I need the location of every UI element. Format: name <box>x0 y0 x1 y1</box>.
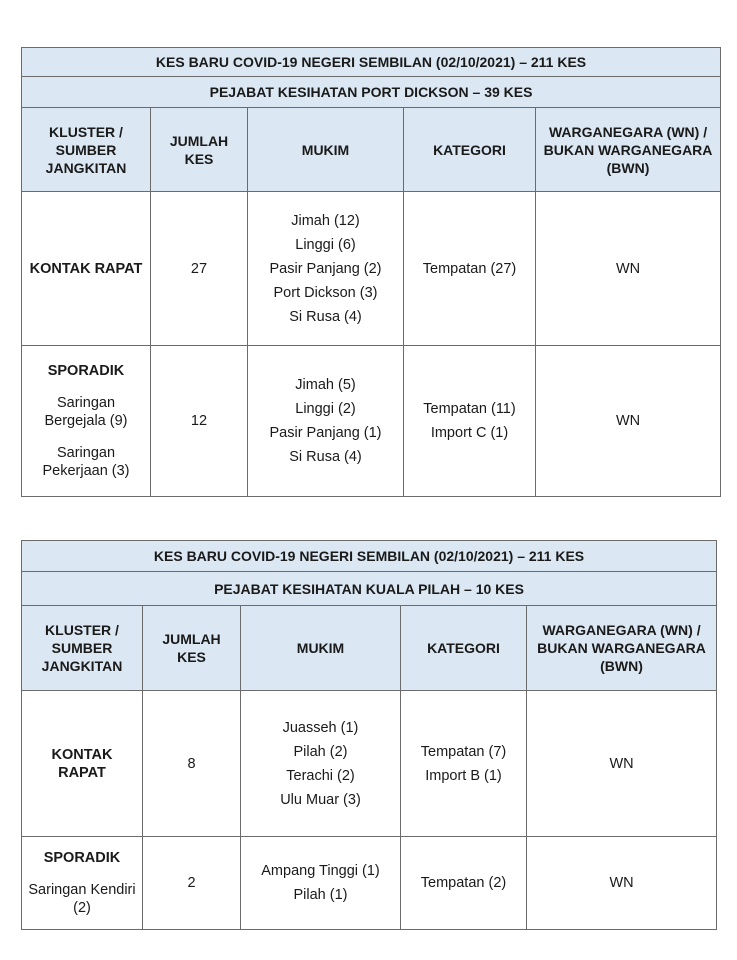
kategori-item: Tempatan (27) <box>422 260 517 277</box>
table-row <box>22 837 717 930</box>
cell-warga: WN <box>527 837 717 930</box>
mukim-item: Pilah (1) <box>293 887 348 903</box>
table-row <box>22 691 717 837</box>
cell-kategori <box>401 837 527 930</box>
cell-jumlah: 2 <box>143 837 241 930</box>
kluster-sub: Saringan Bergejala (9) <box>44 395 128 429</box>
mukim-item: Linggi (2) <box>295 401 356 417</box>
case-table-port-dickson <box>21 47 721 497</box>
mukim-item: Pasir Panjang (1) <box>269 425 382 441</box>
kluster-sub: Saringan Kendiri (2) <box>28 882 136 916</box>
kategori-item: Tempatan (2) <box>420 875 507 891</box>
cell-mukim <box>241 837 401 930</box>
header-mukim: MUKIM <box>241 606 401 691</box>
cell-warga: WN <box>536 192 721 346</box>
kategori-item: Tempatan (11) <box>423 401 516 417</box>
header-warga: WARGANEGARA (WN) / BUKAN WARGANEGARA (BWN) <box>536 108 721 192</box>
mukim-item: Pilah (2) <box>293 743 348 760</box>
cell-warga: WN <box>536 346 721 497</box>
table-row <box>22 346 721 497</box>
mukim-item: Si Rusa (4) <box>289 308 362 325</box>
cell-jumlah: 27 <box>151 192 248 346</box>
header-kategori: KATEGORI <box>404 108 536 192</box>
table-title: KES BARU COVID-19 NEGERI SEMBILAN (02/10/2021) – 211 KES <box>22 541 717 572</box>
mukim-item: Ampang Tinggi (1) <box>261 863 380 879</box>
table-subtitle: PEJABAT KESIHATAN PORT DICKSON – 39 KES <box>22 77 721 108</box>
cell-mukim <box>241 691 401 837</box>
table-title: KES BARU COVID-19 NEGERI SEMBILAN (02/10/2021) – 211 KES <box>22 48 721 77</box>
cell-jumlah: 12 <box>151 346 248 497</box>
mukim-item: Terachi (2) <box>286 767 355 784</box>
mukim-item: Si Rusa (4) <box>289 449 362 465</box>
mukim-item: Linggi (6) <box>295 236 356 253</box>
cell-warga: WN <box>527 691 717 837</box>
cell-kluster: KONTAK RAPAT <box>22 192 151 346</box>
header-jumlah: JUMLAH KES <box>143 606 241 691</box>
header-warga: WARGANEGARA (WN) / BUKAN WARGANEGARA (BWN) <box>527 606 717 691</box>
kluster-sub: Saringan Pekerjaan (3) <box>42 445 130 479</box>
mukim-item: Port Dickson (3) <box>273 284 378 301</box>
header-jumlah: JUMLAH KES <box>151 108 248 192</box>
cell-kluster: KONTAK RAPAT <box>22 691 143 837</box>
cell-kluster <box>22 837 143 930</box>
header-kluster: KLUSTER / SUMBER JANGKITAN <box>22 108 151 192</box>
kategori-item: Import B (1) <box>425 767 502 784</box>
table-row <box>22 192 721 346</box>
cell-kategori <box>404 346 536 497</box>
cell-mukim <box>248 346 404 497</box>
kluster-label: SPORADIK <box>47 363 125 379</box>
cell-jumlah: 8 <box>143 691 241 837</box>
mukim-item: Ulu Muar (3) <box>280 791 361 808</box>
table-subtitle: PEJABAT KESIHATAN KUALA PILAH – 10 KES <box>22 572 717 606</box>
kategori-item: Import C (1) <box>430 425 509 441</box>
mukim-item: Jimah (12) <box>291 212 360 229</box>
mukim-item: Pasir Panjang (2) <box>269 260 382 277</box>
header-mukim: MUKIM <box>248 108 404 192</box>
kluster-label: SPORADIK <box>43 850 121 866</box>
mukim-item: Juasseh (1) <box>282 719 359 736</box>
header-kluster: KLUSTER / SUMBER JANGKITAN <box>22 606 143 691</box>
cell-kategori <box>404 192 536 346</box>
header-kategori: KATEGORI <box>401 606 527 691</box>
cell-kategori <box>401 691 527 837</box>
cell-mukim <box>248 192 404 346</box>
cell-kluster <box>22 346 151 497</box>
mukim-item: Jimah (5) <box>295 377 356 393</box>
kategori-item: Tempatan (7) <box>420 743 507 760</box>
case-table-kuala-pilah <box>21 540 717 930</box>
